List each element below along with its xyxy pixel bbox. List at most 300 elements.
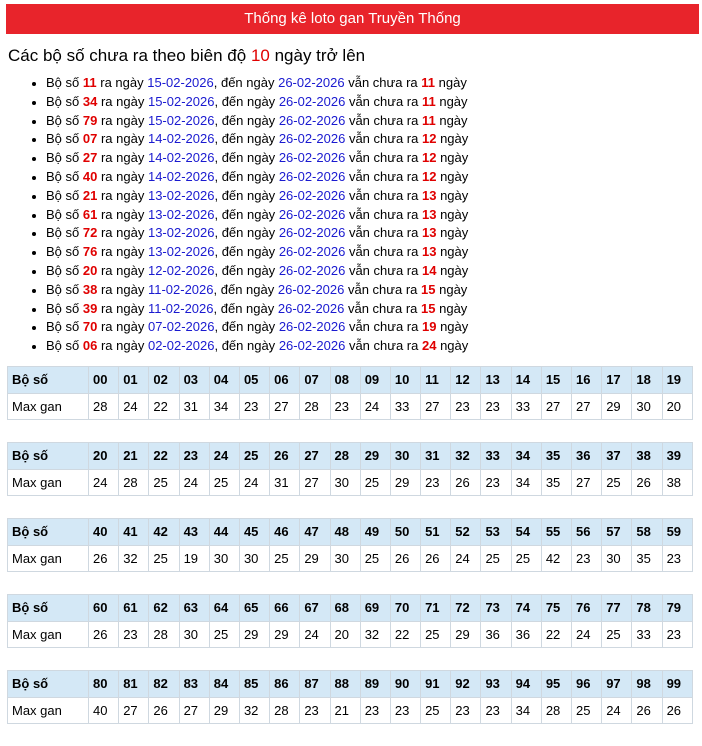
table-number-cell: 97 [602, 671, 632, 698]
max-gan-value-cell: 30 [239, 545, 269, 572]
list-item [46, 224, 468, 243]
last-seen-date: 11-02-2026 [147, 300, 214, 316]
last-seen-date: 15-02-2026 [147, 93, 215, 109]
table-number-cell: 86 [270, 671, 300, 698]
max-gan-value-cell: 23 [481, 393, 511, 420]
table-number-cell: 83 [179, 671, 209, 698]
bo-so-header: Bộ số [8, 519, 89, 546]
table-number-cell: 61 [119, 595, 149, 622]
table-number-cell: 41 [119, 519, 149, 546]
table-number-cell: 69 [360, 595, 390, 622]
subtitle-range-number: 10 [250, 46, 270, 65]
max-gan-header: Max gan [8, 621, 89, 648]
max-gan-value-cell: 25 [360, 545, 390, 572]
max-gan-header: Max gan [8, 697, 89, 724]
table-header-row [8, 367, 693, 394]
den-ngay-label: , đến ngày [214, 338, 276, 354]
gan-list [0, 74, 468, 356]
max-gan-value-cell: 24 [179, 469, 209, 496]
max-gan-value-cell: 25 [209, 621, 239, 648]
loto-number: 40 [82, 168, 98, 184]
table-number-cell: 10 [390, 367, 420, 394]
loto-number: 21 [82, 187, 98, 203]
table-number-cell: 50 [390, 519, 420, 546]
table-number-cell: 49 [360, 519, 390, 546]
max-gan-value-cell: 40 [89, 697, 119, 724]
max-gan-value-cell: 31 [179, 393, 209, 420]
table-number-cell: 93 [481, 671, 511, 698]
table-number-cell: 02 [149, 367, 179, 394]
bo-so-label: Bộ số [46, 319, 80, 335]
max-gan-value-cell: 25 [421, 621, 451, 648]
table-number-cell: 36 [572, 443, 602, 470]
max-gan-value-cell: 26 [390, 545, 420, 572]
max-gan-value-cell: 27 [572, 469, 602, 496]
ra-ngay-label: ra ngày [100, 187, 145, 203]
loto-number: 61 [82, 206, 98, 222]
ra-ngay-label: ra ngày [100, 150, 145, 166]
loto-number: 76 [82, 244, 98, 260]
max-gan-value-cell: 24 [119, 393, 149, 420]
ngay-label: ngày [440, 168, 469, 184]
bo-so-label: Bộ số [46, 206, 80, 222]
bo-so-label: Bộ số [46, 244, 80, 260]
last-seen-date: 07-02-2026 [147, 319, 215, 335]
max-gan-value-cell: 28 [149, 621, 179, 648]
list-item [46, 93, 468, 112]
gan-days: 11 [421, 75, 435, 90]
list-item [46, 130, 468, 149]
list-item [46, 318, 468, 337]
table-number-cell: 17 [602, 367, 632, 394]
table-number-cell: 23 [179, 443, 209, 470]
max-gan-value-cell: 25 [481, 545, 511, 572]
table-number-cell: 44 [209, 519, 239, 546]
current-date: 26-02-2026 [278, 187, 346, 203]
table-number-cell: 03 [179, 367, 209, 394]
max-gan-value-cell: 25 [421, 697, 451, 724]
van-chua-ra-label: vẫn chưa ra [348, 168, 419, 184]
max-gan-value-cell: 19 [179, 545, 209, 572]
last-seen-date: 13-02-2026 [147, 244, 215, 260]
max-gan-value-cell: 29 [270, 621, 300, 648]
table-number-cell: 79 [662, 595, 692, 622]
bo-so-header: Bộ số [8, 443, 89, 470]
table-number-cell: 15 [541, 367, 571, 394]
max-gan-tables [7, 366, 693, 746]
table-number-cell: 92 [451, 671, 481, 698]
ra-ngay-label: ra ngày [100, 131, 145, 147]
table-number-cell: 47 [300, 519, 330, 546]
table-number-cell: 99 [662, 671, 692, 698]
max-gan-value-cell: 24 [451, 545, 481, 572]
max-gan-value-cell: 23 [481, 697, 511, 724]
den-ngay-label: , đến ngày [214, 244, 276, 260]
max-gan-table [7, 670, 693, 724]
table-number-cell: 14 [511, 367, 541, 394]
max-gan-table [7, 518, 693, 572]
van-chua-ra-label: vẫn chưa ra [348, 112, 419, 128]
max-gan-value-cell: 25 [270, 545, 300, 572]
list-item [46, 206, 468, 225]
page-header [6, 4, 699, 34]
loto-number: 34 [82, 93, 98, 109]
van-chua-ra-label: vẫn chưa ra [348, 319, 419, 335]
current-date: 26-02-2026 [278, 338, 346, 354]
table-number-cell: 06 [270, 367, 300, 394]
max-gan-value-cell: 26 [632, 469, 662, 496]
list-item [46, 74, 468, 93]
table-number-cell: 46 [270, 519, 300, 546]
table-number-cell: 34 [511, 443, 541, 470]
table-number-cell: 73 [481, 595, 511, 622]
current-date: 26-02-2026 [278, 168, 346, 184]
table-header-row [8, 671, 693, 698]
ngay-label: ngày [440, 150, 469, 166]
max-gan-value-cell: 26 [632, 697, 662, 724]
van-chua-ra-label: vẫn chưa ra [347, 300, 418, 316]
table-number-cell: 16 [572, 367, 602, 394]
table-number-cell: 21 [119, 443, 149, 470]
van-chua-ra-label: vẫn chưa ra [348, 338, 419, 354]
van-chua-ra-label: vẫn chưa ra [348, 150, 419, 166]
max-gan-value-cell: 35 [632, 545, 662, 572]
den-ngay-label: , đến ngày [214, 262, 276, 278]
max-gan-table [7, 442, 693, 496]
table-number-cell: 81 [119, 671, 149, 698]
loto-number: 06 [82, 338, 98, 354]
max-gan-value-cell: 23 [421, 469, 451, 496]
max-gan-value-cell: 21 [330, 697, 360, 724]
van-chua-ra-label: vẫn chưa ra [348, 131, 419, 147]
table-number-cell: 88 [330, 671, 360, 698]
table-number-cell: 58 [632, 519, 662, 546]
table-number-cell: 32 [451, 443, 481, 470]
max-gan-value-cell: 29 [239, 621, 269, 648]
table-header-row [8, 519, 693, 546]
max-gan-value-cell: 24 [602, 697, 632, 724]
max-gan-value-cell: 32 [360, 621, 390, 648]
table-number-cell: 24 [209, 443, 239, 470]
bo-so-label: Bộ số [46, 150, 80, 166]
gan-days: 24 [421, 338, 437, 354]
loto-number: 70 [82, 319, 98, 335]
gan-days: 11 [421, 112, 436, 128]
max-gan-value-cell: 20 [662, 393, 692, 420]
table-number-cell: 91 [421, 671, 451, 698]
ra-ngay-label: ra ngày [100, 206, 145, 222]
max-gan-value-cell: 25 [511, 545, 541, 572]
table-number-cell: 63 [179, 595, 209, 622]
ngay-label: ngày [440, 225, 469, 241]
table-number-cell: 30 [390, 443, 420, 470]
table-number-cell: 64 [209, 595, 239, 622]
table-number-cell: 37 [602, 443, 632, 470]
bo-so-label: Bộ số [46, 262, 80, 278]
max-gan-value-cell: 32 [119, 545, 149, 572]
loto-number: 27 [82, 150, 98, 166]
max-gan-value-cell: 30 [209, 545, 239, 572]
den-ngay-label: , đến ngày [214, 206, 276, 222]
ngay-label: ngày [440, 338, 469, 354]
list-item [46, 243, 468, 262]
max-gan-value-cell: 22 [390, 621, 420, 648]
table-number-cell: 22 [149, 443, 179, 470]
table-header-row [8, 595, 693, 622]
table-number-cell: 51 [421, 519, 451, 546]
ra-ngay-label: ra ngày [100, 168, 145, 184]
table-number-cell: 38 [632, 443, 662, 470]
max-gan-value-cell: 26 [149, 697, 179, 724]
ngay-label: ngày [440, 244, 469, 260]
max-gan-value-cell: 29 [209, 697, 239, 724]
bo-so-label: Bộ số [46, 338, 80, 354]
max-gan-value-cell: 27 [541, 393, 571, 420]
max-gan-value-cell: 33 [511, 393, 541, 420]
bo-so-label: Bộ số [46, 93, 80, 109]
bo-so-label: Bộ số [46, 168, 80, 184]
max-gan-header: Max gan [8, 393, 89, 420]
table-number-cell: 20 [89, 443, 119, 470]
list-item [46, 187, 468, 206]
max-gan-value-cell: 32 [239, 697, 269, 724]
list-item [46, 281, 468, 300]
max-gan-value-cell: 26 [451, 469, 481, 496]
table-number-cell: 25 [239, 443, 269, 470]
gan-days: 13 [421, 225, 437, 241]
table-row [8, 545, 693, 572]
den-ngay-label: , đến ngày [214, 187, 276, 203]
max-gan-value-cell: 29 [300, 545, 330, 572]
last-seen-date: 12-02-2026 [147, 262, 215, 278]
max-gan-value-cell: 23 [360, 697, 390, 724]
ngay-label: ngày [439, 93, 468, 109]
max-gan-value-cell: 25 [602, 621, 632, 648]
max-gan-header: Max gan [8, 545, 89, 572]
ngay-label: ngày [439, 300, 468, 316]
max-gan-value-cell: 25 [602, 469, 632, 496]
bo-so-header: Bộ số [8, 367, 89, 394]
table-number-cell: 57 [602, 519, 632, 546]
max-gan-value-cell: 27 [179, 697, 209, 724]
table-number-cell: 59 [662, 519, 692, 546]
current-date: 26-02-2026 [278, 244, 346, 260]
max-gan-value-cell: 26 [89, 545, 119, 572]
gan-days: 12 [421, 131, 437, 147]
ngay-label: ngày [440, 262, 469, 278]
list-item [46, 168, 468, 187]
table-number-cell: 85 [239, 671, 269, 698]
max-gan-value-cell: 28 [541, 697, 571, 724]
list-item [46, 112, 468, 131]
list-item [46, 262, 468, 281]
table-number-cell: 98 [632, 671, 662, 698]
table-number-cell: 43 [179, 519, 209, 546]
max-gan-value-cell: 26 [421, 545, 451, 572]
max-gan-value-cell: 25 [572, 697, 602, 724]
table-number-cell: 33 [481, 443, 511, 470]
table-number-cell: 00 [89, 367, 119, 394]
max-gan-value-cell: 27 [119, 697, 149, 724]
table-number-cell: 80 [89, 671, 119, 698]
max-gan-value-cell: 23 [239, 393, 269, 420]
max-gan-value-cell: 30 [179, 621, 209, 648]
den-ngay-label: , đến ngày [213, 281, 275, 297]
max-gan-value-cell: 28 [89, 393, 119, 420]
ra-ngay-label: ra ngày [100, 262, 145, 278]
van-chua-ra-label: vẫn chưa ra [348, 93, 419, 109]
max-gan-value-cell: 23 [300, 697, 330, 724]
subtitle-suffix: ngày trở lên [274, 46, 366, 65]
ngay-label: ngày [440, 206, 469, 222]
table-number-cell: 75 [541, 595, 571, 622]
last-seen-date: 14-02-2026 [147, 168, 215, 184]
max-gan-value-cell: 34 [209, 393, 239, 420]
table-row [8, 621, 693, 648]
max-gan-value-cell: 23 [330, 393, 360, 420]
max-gan-value-cell: 30 [330, 469, 360, 496]
den-ngay-label: , đến ngày [214, 225, 276, 241]
table-number-cell: 68 [330, 595, 360, 622]
max-gan-value-cell: 27 [300, 469, 330, 496]
current-date: 26-02-2026 [278, 93, 346, 109]
gan-days: 15 [421, 300, 436, 316]
van-chua-ra-label: vẫn chưa ra [348, 187, 419, 203]
max-gan-value-cell: 23 [662, 545, 692, 572]
ngay-label: ngày [440, 319, 469, 335]
den-ngay-label: , đến ngày [214, 112, 276, 128]
max-gan-value-cell: 42 [541, 545, 571, 572]
den-ngay-label: , đến ngày [214, 131, 276, 147]
bo-so-label: Bộ số [46, 281, 80, 297]
max-gan-value-cell: 23 [451, 393, 481, 420]
ra-ngay-label: ra ngày [100, 93, 145, 109]
max-gan-value-cell: 38 [662, 469, 692, 496]
loto-number: 11 [82, 75, 97, 90]
page-title: Thống kê loto gan Truyền Thống [244, 10, 461, 27]
table-number-cell: 29 [360, 443, 390, 470]
table-number-cell: 40 [89, 519, 119, 546]
last-seen-date: 15-02-2026 [147, 112, 215, 128]
gan-days: 14 [421, 262, 437, 278]
table-number-cell: 39 [662, 443, 692, 470]
table-number-cell: 87 [300, 671, 330, 698]
table-number-cell: 35 [541, 443, 571, 470]
gan-days: 13 [421, 187, 437, 203]
gan-days: 15 [421, 281, 436, 297]
max-gan-value-cell: 27 [270, 393, 300, 420]
max-gan-value-cell: 24 [360, 393, 390, 420]
table-number-cell: 19 [662, 367, 692, 394]
table-number-cell: 89 [360, 671, 390, 698]
table-number-cell: 82 [149, 671, 179, 698]
table-number-cell: 71 [421, 595, 451, 622]
table-number-cell: 67 [300, 595, 330, 622]
last-seen-date: 15-02-2026 [147, 75, 214, 90]
max-gan-value-cell: 27 [421, 393, 451, 420]
max-gan-value-cell: 25 [360, 469, 390, 496]
table-number-cell: 60 [89, 595, 119, 622]
max-gan-value-cell: 24 [572, 621, 602, 648]
table-number-cell: 62 [149, 595, 179, 622]
table-number-cell: 72 [451, 595, 481, 622]
max-gan-value-cell: 23 [662, 621, 692, 648]
table-number-cell: 05 [239, 367, 269, 394]
max-gan-value-cell: 35 [541, 469, 571, 496]
table-number-cell: 01 [119, 367, 149, 394]
table-number-cell: 11 [421, 367, 451, 394]
max-gan-value-cell: 28 [270, 697, 300, 724]
ra-ngay-label: ra ngày [100, 338, 145, 354]
max-gan-value-cell: 36 [511, 621, 541, 648]
table-number-cell: 55 [541, 519, 571, 546]
max-gan-value-cell: 28 [300, 393, 330, 420]
bo-so-header: Bộ số [8, 671, 89, 698]
gan-days: 13 [421, 244, 437, 260]
max-gan-value-cell: 30 [330, 545, 360, 572]
den-ngay-label: , đến ngày [213, 300, 275, 316]
table-number-cell: 90 [390, 671, 420, 698]
max-gan-header: Max gan [8, 469, 89, 496]
max-gan-value-cell: 24 [300, 621, 330, 648]
table-number-cell: 18 [632, 367, 662, 394]
current-date: 26-02-2026 [278, 131, 346, 147]
table-number-cell: 31 [421, 443, 451, 470]
table-number-cell: 70 [390, 595, 420, 622]
table-number-cell: 77 [602, 595, 632, 622]
current-date: 26-02-2026 [278, 319, 346, 335]
max-gan-table [7, 366, 693, 420]
max-gan-value-cell: 31 [270, 469, 300, 496]
max-gan-value-cell: 23 [572, 545, 602, 572]
table-number-cell: 95 [541, 671, 571, 698]
table-row [8, 469, 693, 496]
bo-so-label: Bộ số [46, 112, 80, 128]
table-number-cell: 26 [270, 443, 300, 470]
max-gan-value-cell: 28 [119, 469, 149, 496]
van-chua-ra-label: vẫn chưa ra [347, 281, 418, 297]
van-chua-ra-label: vẫn chưa ra [348, 75, 418, 90]
van-chua-ra-label: vẫn chưa ra [348, 244, 419, 260]
den-ngay-label: , đến ngày [213, 75, 275, 90]
table-number-cell: 65 [239, 595, 269, 622]
ngay-label: ngày [439, 281, 468, 297]
table-number-cell: 52 [451, 519, 481, 546]
table-number-cell: 13 [481, 367, 511, 394]
max-gan-value-cell: 29 [390, 469, 420, 496]
max-gan-value-cell: 23 [390, 697, 420, 724]
bo-so-label: Bộ số [46, 225, 80, 241]
table-number-cell: 07 [300, 367, 330, 394]
max-gan-value-cell: 25 [209, 469, 239, 496]
van-chua-ra-label: vẫn chưa ra [348, 225, 419, 241]
max-gan-value-cell: 33 [390, 393, 420, 420]
max-gan-value-cell: 22 [541, 621, 571, 648]
bo-so-header: Bộ số [8, 595, 89, 622]
max-gan-value-cell: 34 [511, 697, 541, 724]
max-gan-value-cell: 20 [330, 621, 360, 648]
table-number-cell: 48 [330, 519, 360, 546]
max-gan-value-cell: 25 [149, 545, 179, 572]
table-number-cell: 84 [209, 671, 239, 698]
bo-so-label: Bộ số [46, 300, 80, 316]
last-seen-date: 13-02-2026 [147, 206, 215, 222]
max-gan-table [7, 594, 693, 648]
gan-days: 19 [421, 319, 437, 335]
max-gan-value-cell: 34 [511, 469, 541, 496]
current-date: 26-02-2026 [278, 75, 345, 90]
den-ngay-label: , đến ngày [214, 168, 276, 184]
